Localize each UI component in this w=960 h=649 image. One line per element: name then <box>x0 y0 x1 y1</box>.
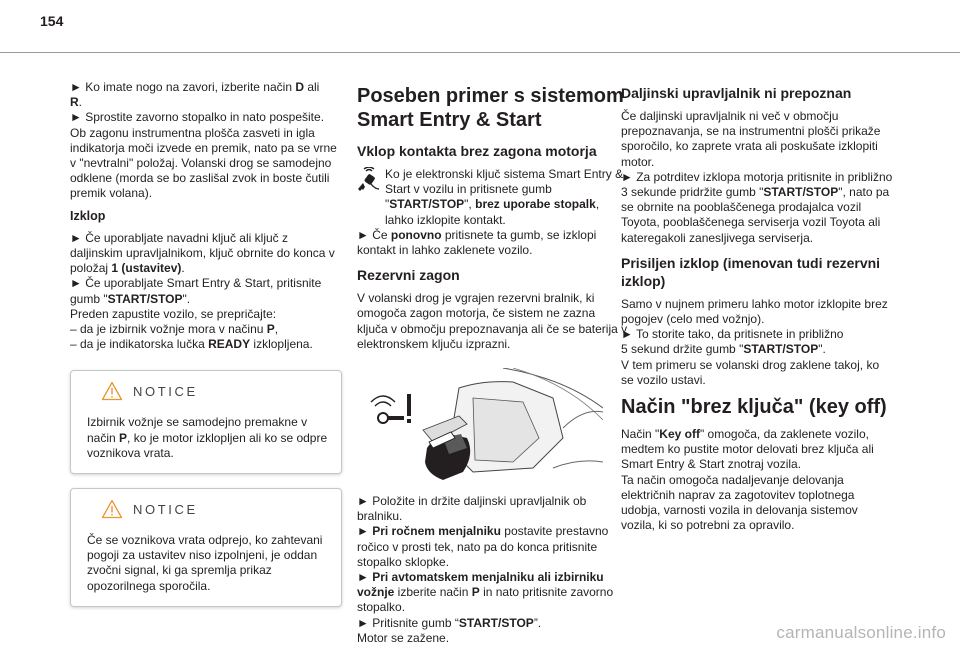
step-press-start-stop: ► Pritisnite gumb “START/STOP”. <box>357 615 542 630</box>
steering-column-drawing <box>363 368 603 484</box>
heading-ignition-without-start: Vklop kontakta brez zagona motorja <box>357 143 597 159</box>
notice-text: Če se voznikova vrata odprejo, ko zahtevani pogoji za ustavitev niso izpolnjeni, je oddan zvočni signal, ki ga spremlja prikaz opozorilnega sporočila. <box>87 533 323 593</box>
paragraph-startup-info: Ob zagonu instrumentna plošča zasveti in igla indikatorja moči izvede en premik, nato pa se vrne v "nevtralni" položaj. Volanski drog se samodejno odklene (morda se bo zaslišal zvok in boste čutili premik volana). <box>70 125 337 201</box>
paragraph-press-approx: ► To storite tako, da pritisnete in približno <box>621 327 844 342</box>
step-manual-gearbox: ► Pri ročnem menjalniku postavite prestavno ročico v prosti tek, nato pa do konca pritisnite stopalko sklopke. <box>357 524 609 569</box>
paragraph-key-off-mode: Način "Key off" omogoča, da zaklenete vozilo, medtem ko pustite motor delovati brez ključa ali Smart Entry & Start znotraj vozila. <box>621 427 874 472</box>
notice-title: NOTICE <box>133 383 198 399</box>
top-rule <box>0 52 960 53</box>
column-1 <box>70 80 342 621</box>
heading-izklop: Izklop <box>70 208 106 223</box>
warning-triangle-icon <box>101 499 123 519</box>
notice-box-1 <box>70 370 342 474</box>
notice-header <box>87 381 329 401</box>
heading-remote-not-recognized: Daljinski upravljalnik ni prepoznan <box>621 85 852 101</box>
paragraph-release-brake: ► Sprostite zavorno stopalko in nato pospešite. <box>70 110 325 125</box>
list-item-ready-off: – da je indikatorska lučka READY izklopljena. <box>70 337 313 352</box>
paragraph-confirm-shutdown: ► Za potrditev izklopa motorja pritisnite in približno 3 sekunde pridržite gumb "START/STOP", nato pa se obrnite na pooblaščenega prodajalca vozil Toyota, pooblaščenega serviserja vozil Toyota ali kateregakoli zanesljivega serviserja. <box>621 169 893 245</box>
section-title-key-off: Način "brez ključa" (key off) <box>621 396 887 419</box>
paragraph-smart-key: Ko je elektronski ključ sistema Smart Entry & Start v vozilu in pritisnete gumb "START/STOP", brez uporabe stopalk, lahko izklopite kontakt. <box>385 167 624 227</box>
warning-triangle-icon <box>101 381 123 401</box>
paragraph-emergency-only: Samo v nujnem primeru lahko motor izklopite brez pogojev (celo med vožnjo). <box>621 296 888 327</box>
paragraph-key-off-purpose: Ta način omogoča nadaljevanje delovanja električnih naprav za zagotovitev toplotnega udobja, varnosti vozila in delovanja sistemov vozila, ki so potrebni za opravilo. <box>621 472 858 533</box>
column-2 <box>357 84 629 646</box>
paragraph-smart-start-off: ► Če uporabljate Smart Entry & Start, pritisnite gumb "START/STOP". <box>70 276 322 306</box>
paragraph-steering-lock: V tem primeru se volanski drog zaklene takoj, ko se vozilo ustavi. <box>621 357 880 387</box>
notice-header <box>87 499 329 519</box>
paragraph-remote-out-of-range: Če daljinski upravljalnik ni več v območju prepoznavanja, se na instrumentni plošči prikaže sporočilo, ko zaprete vrata ali poskušate izklopiti motor. <box>621 109 881 169</box>
heading-backup-start: Rezervni zagon <box>357 267 460 284</box>
key-alert-icon <box>371 394 411 423</box>
step-engine-starts: Motor se zažene. <box>357 630 450 645</box>
notice-text: Izbirnik vožnje se samodejno premakne v način P, ko je motor izklopljen ali ko se odpre voznikova vrata. <box>87 415 328 460</box>
step-hold-remote: ► Položite in držite daljinski upravljalnik ob bralniku. <box>357 494 587 524</box>
list-item-mode-p: – da je izbirnik vožnje mora v načinu P, <box>70 322 279 337</box>
heading-forced-shutdown: Prisiljen izklop (imenovan tudi rezervni izklop) <box>621 254 881 289</box>
paragraph-key-off: ► Če uporabljate navadni ključ ali ključ z daljinskim upravljalnikom, ključ obrnite do konca v položaj 1 (ustavitev). <box>70 230 335 276</box>
smart-key-icon <box>357 167 381 193</box>
paragraph-select-mode: ► Ko imate nogo na zavori, izberite način D ali R. <box>70 80 320 110</box>
paragraph-backup-reader: V volanski drog je vgrajen rezervni bralnik, ki omogoča zagon motorja, če sistem ne zazna ključa v območju prepoznavanja ali če se baterija v elektronskem ključu izprazni. <box>357 291 628 351</box>
page-number: 154 <box>40 13 64 29</box>
notice-box-2 <box>70 488 342 607</box>
backup-reader-illustration <box>363 368 603 484</box>
notice-title: NOTICE <box>133 501 198 517</box>
smart-key-block <box>357 167 629 228</box>
column-3 <box>621 84 893 533</box>
step-automatic-gearbox: ► Pri avtomatskem menjalniku ali izbirniku vožnje izberite način P in nato pritisnite zavorno stopalko. <box>357 570 614 615</box>
section-title-smart-entry: Poseben primer s sistemom Smart Entry & Start <box>357 85 624 131</box>
paragraph-before-leaving: Preden zapustite vozilo, se prepričajte: <box>70 306 277 321</box>
paragraph-press-again: ► Če ponovno pritisnete ta gumb, se izklopi kontakt in lahko zaklenete vozilo. <box>357 227 597 258</box>
watermark: carmanualsonline.info <box>776 623 946 642</box>
paragraph-hold-5-seconds: 5 sekund držite gumb "START/STOP". <box>621 342 826 357</box>
